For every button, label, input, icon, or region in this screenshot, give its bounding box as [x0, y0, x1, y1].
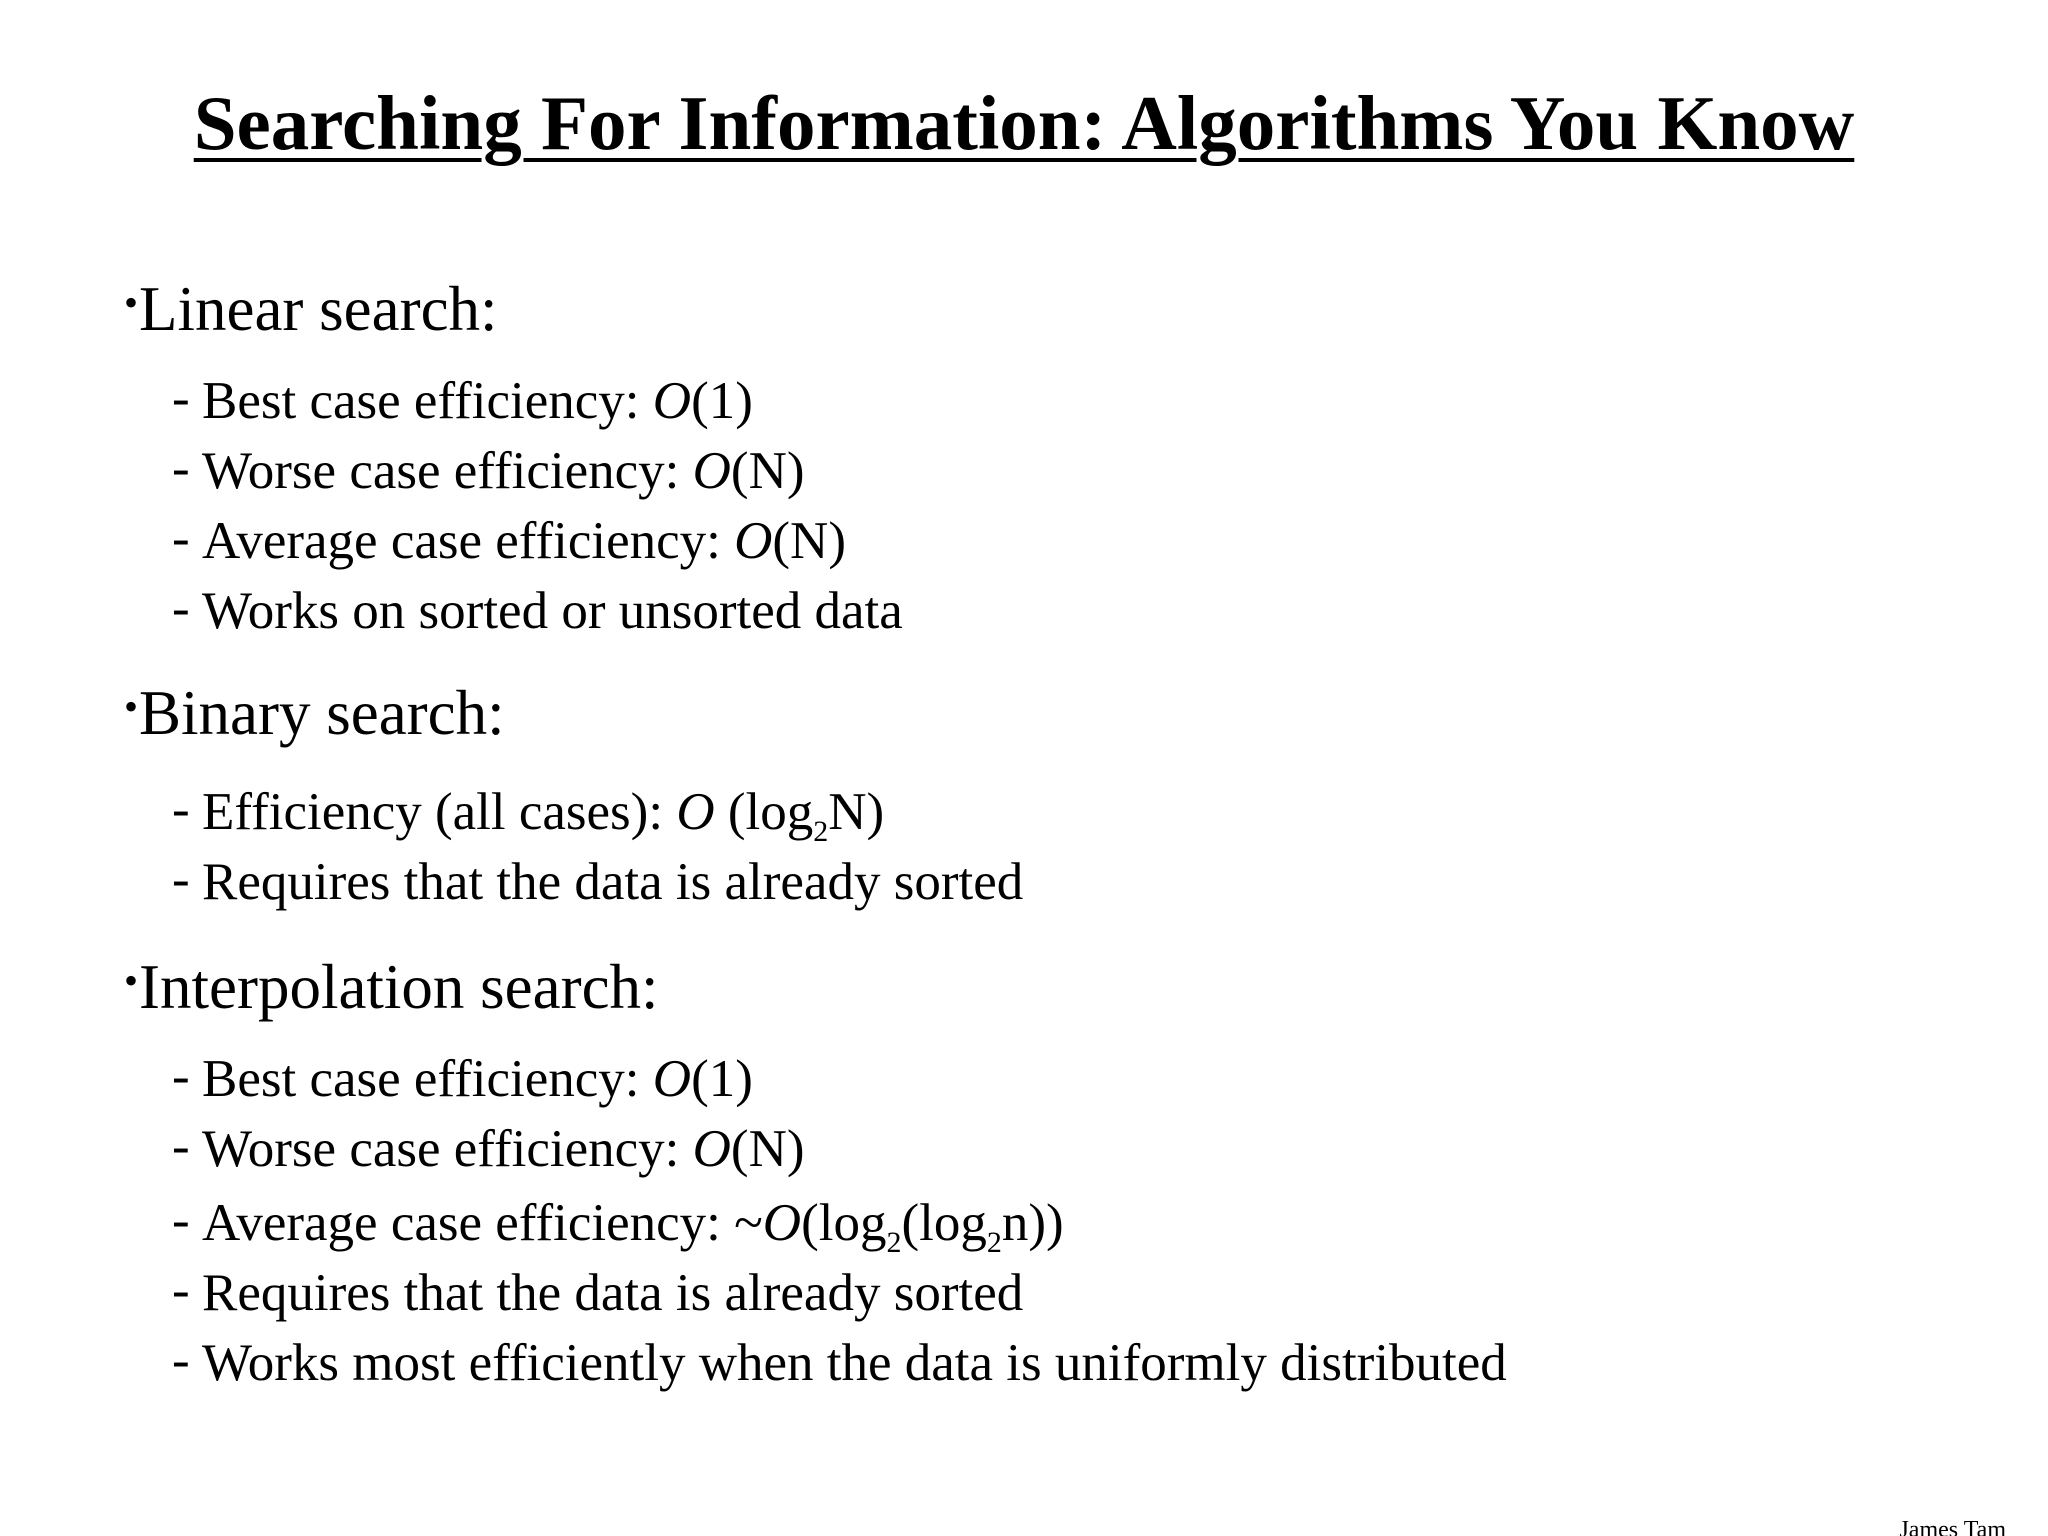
item-label: Average case efficiency: ~ [202, 1194, 763, 1252]
dash-icon: - [172, 1117, 190, 1175]
item-label: Requires that the data is already sorted [202, 853, 1024, 911]
item-label: Works on sorted or unsorted data [202, 582, 903, 640]
dash-icon: - [172, 579, 190, 637]
section-heading-text: Linear search: [139, 274, 498, 344]
slide-title [0, 78, 2048, 168]
big-o-symbol: O [676, 783, 715, 841]
list-item [172, 1118, 805, 1180]
dash-icon: - [172, 439, 190, 497]
list-item [172, 440, 805, 502]
section-heading-linear-search [124, 272, 498, 354]
big-o-symbol: O [652, 1050, 692, 1108]
item-label: Worse case efficiency: [202, 1120, 693, 1178]
item-label: Requires that the data is already sorted [202, 1264, 1024, 1322]
section-heading-interpolation-search [124, 950, 659, 1032]
log-base-subscript: 2 [886, 1226, 902, 1259]
big-o-symbol: O [692, 442, 731, 500]
item-value: n)) [1001, 1194, 1064, 1252]
section-heading-binary-search [124, 676, 505, 758]
item-label: Average case efficiency: [202, 512, 735, 570]
item-value: (log [801, 1194, 887, 1252]
list-item [172, 1332, 1507, 1394]
item-value: (log [714, 783, 814, 841]
section-heading-text: Interpolation search: [139, 952, 659, 1022]
item-value: (1) [691, 1050, 753, 1108]
item-label: Efficiency (all cases): [202, 783, 677, 841]
log-base-subscript: 2 [813, 815, 829, 848]
dash-icon: - [172, 509, 190, 567]
item-value: (1) [691, 372, 753, 430]
item-label: Best case efficiency: [202, 1050, 653, 1108]
big-o-symbol: O [762, 1194, 802, 1252]
bullet-icon: • [124, 280, 139, 325]
dash-icon: - [172, 369, 190, 427]
list-item [172, 851, 1023, 913]
item-label: Worse case efficiency: [202, 442, 693, 500]
section-heading-text: Binary search: [139, 678, 505, 748]
list-item [172, 781, 884, 851]
item-label: Best case efficiency: [202, 372, 653, 430]
item-value: (log [901, 1194, 987, 1252]
bullet-icon: • [124, 958, 139, 1003]
dash-icon: - [172, 1331, 190, 1389]
slide-title-text: Searching For Information: Algorithms You Know [193, 80, 1855, 166]
list-item [172, 370, 753, 432]
list-item [172, 1048, 753, 1110]
dash-icon: - [172, 1261, 190, 1319]
list-item [172, 1262, 1023, 1324]
author-footer: James Tam [1899, 1517, 2006, 1536]
item-value: (N) [730, 1120, 805, 1178]
big-o-symbol: O [652, 372, 692, 430]
item-value: (N) [730, 442, 805, 500]
item-label: Works most efficiently when the data is uniformly distributed [202, 1334, 1507, 1392]
item-value: N) [828, 783, 885, 841]
item-value: (N) [772, 512, 846, 570]
dash-icon: - [172, 780, 190, 838]
list-item [172, 510, 846, 572]
dash-icon: - [172, 850, 190, 908]
list-item [172, 1192, 1064, 1262]
list-item [172, 580, 903, 642]
bullet-icon: • [124, 684, 139, 729]
big-o-symbol: O [734, 512, 773, 570]
dash-icon: - [172, 1047, 190, 1105]
dash-icon: - [172, 1191, 190, 1249]
log-base-subscript: 2 [986, 1226, 1002, 1259]
big-o-symbol: O [692, 1120, 731, 1178]
